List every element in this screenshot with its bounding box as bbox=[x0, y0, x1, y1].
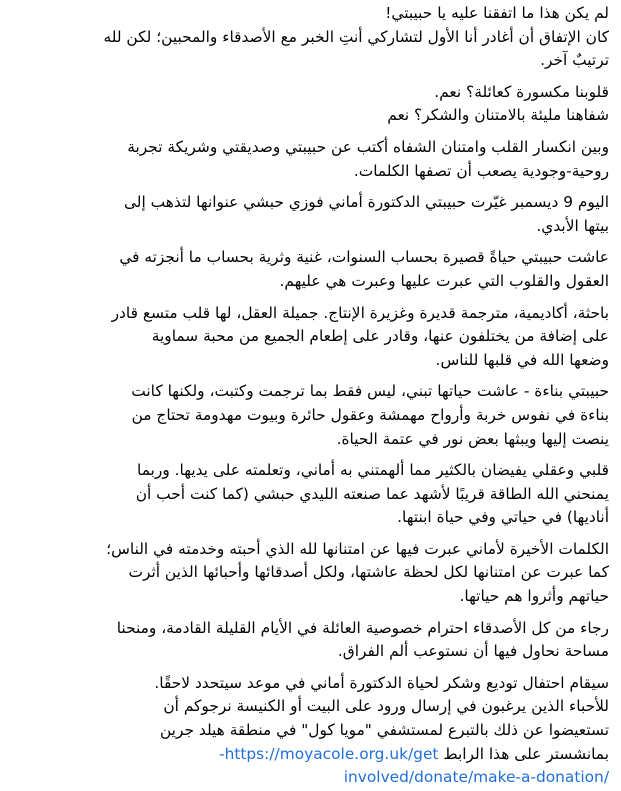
text-line: لم يكن هذا ما اتفقنا عليه يا حبيبتي! bbox=[385, 4, 609, 22]
link-intro-text: بمانشستر على هذا الرابط bbox=[443, 744, 609, 763]
text-line: على إضافة من يختلفون عنها، وقادر على إطعام الجميع من محبة سماوية bbox=[151, 327, 609, 346]
text-line: ترتيبٌ آخر. bbox=[540, 51, 609, 70]
text-line: كما عبرت عن امتنانها لكل لحظة عاشتها، ولكل أصدقائها وأحبائها الذين أثرت bbox=[128, 563, 609, 582]
text-line: يمنحني الله الطاقة قريبًا لأشهد عما صنعته الليدي حبشي (كما كنت أحب أن bbox=[135, 484, 609, 503]
text-line: سيقام احتفال توديع وشكر لحياة الدكتورة أماني في موعد سيتحدد لاحقًا. bbox=[154, 673, 609, 692]
text-line: تستعيضوا عن ذلك بالتبرع لمستشفي "مويا كول" في منطقة هيلد جرين bbox=[159, 721, 609, 740]
text-line: قلبي وعقلي يفيضان بالكثير مما ألهمتني به أماني، وتعلمته على يديها. وربما bbox=[137, 461, 609, 480]
text-line: الكلمات الأخيرة لأماني عبرت فيها عن امتنانها لله الذي أحبته وخدمته في الناس؛ bbox=[106, 539, 609, 558]
text-line: كان الإتفاق أن أغادر أنا الأول لتشاركي أنتِ الخبر مع الأصدقاء والمحبين؛ لكن لله bbox=[103, 27, 609, 46]
text-line: أناديها) في حياتي وفي حياة ابنتها. bbox=[397, 508, 609, 527]
text-line: باحثة، أكاديمية، مترجمة قديرة وغزيرة الإنتاج. جميلة العقل، لها قلب متسع قادر bbox=[111, 303, 609, 322]
text-line: شفاهنا مليئة بالامتنان والشكر؟ نعم bbox=[387, 106, 609, 125]
text-line: حبيبتي بناءة - عاشت حياتها تبني، ليس فقط بما ترجمت وكتبت، ولكنها كانت bbox=[131, 382, 609, 401]
text-line: بناءة في نفوس خربة وأرواح مهمشة وعقول حائرة وبيوت مهدومة تحتاج من bbox=[131, 405, 609, 424]
donation-link-part1[interactable]: https://moyacole.org.uk/get- bbox=[219, 744, 439, 763]
text-line: وضعها الله في قلبها للناس. bbox=[435, 350, 609, 369]
text-line-with-link bbox=[14, 766, 609, 790]
text-line: قلوبنا مكسورة كعائلة؟ نعم. bbox=[434, 82, 609, 101]
text-line: العقول والقلوب التي عبرت عليها وعبرت هي عليهم. bbox=[279, 271, 609, 290]
text-line: حياتهم وأثروا هم حياتها. bbox=[459, 587, 609, 606]
donation-link-part2[interactable]: /involved/donate/make-a-donation bbox=[343, 768, 609, 787]
text-line: بيتها الأبدي. bbox=[536, 216, 609, 235]
text-line: روحية-وجودية يصعب أن تصفها الكلمات. bbox=[353, 161, 609, 180]
text-line: عاشت حبيبتي حياةً قصيرة بحساب السنوات، غنية وثرية بحساب ما أنجزته في bbox=[119, 248, 609, 267]
text-line: رجاء من كل الأصدقاء احترام خصوصية العائلة في الأيام القليلة القادمة، ومنحنا bbox=[116, 618, 609, 637]
text-line: مساحة نحاول فيها أن نستوعب ألم الفراق. bbox=[337, 642, 609, 661]
text-line: ينصت إليها ويبثها بعض نور في عتمة الحياة. bbox=[336, 429, 609, 448]
text-line: وبين انكسار القلب وامتنان الشفاه أكتب عن حبيبتي وصديقتي وشريكة تجربة bbox=[127, 137, 609, 156]
text-line: اليوم 9 ديسمبر غيّرت حبيبتي الدكتورة أماني فوزي حبشي عنوانها لتذهب إلى bbox=[123, 193, 609, 212]
text-line-with-link bbox=[14, 743, 609, 767]
text-line: للأحباء الذين يرغبون في إرسال ورود على البيت أو الكنيسة نرجوكم أن bbox=[163, 697, 609, 716]
